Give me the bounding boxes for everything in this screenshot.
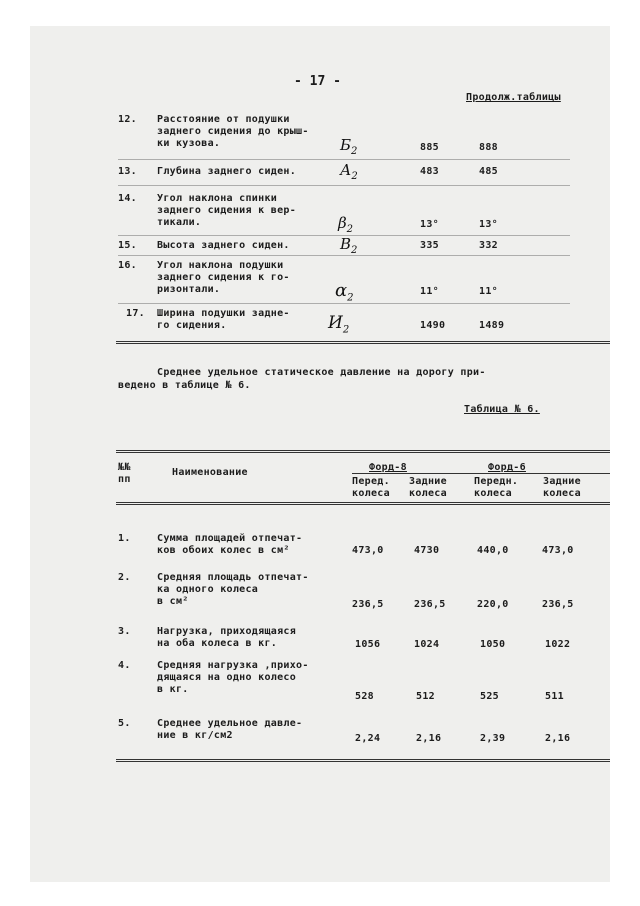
value-ford8: 1490 (420, 320, 446, 331)
row-symbol: $Б_2$ (340, 136, 358, 157)
continuation-label: Продолж.таблицы (466, 92, 561, 103)
value-ford6: 332 (479, 240, 498, 251)
row-label-line: в кг. (157, 684, 189, 695)
value-cell: 236,5 (542, 599, 574, 610)
row-label-line: Расстояние от подушки (157, 114, 290, 125)
row-label-line: Высота заднего сиден. (157, 240, 290, 251)
row-label-line: Средняя площадь отпечат- (157, 572, 309, 583)
row-divider (118, 159, 570, 160)
header-sub: колеса (352, 488, 390, 499)
row-symbol: $\beta_2$ (338, 214, 354, 235)
value-cell: 473,0 (542, 545, 574, 556)
row-symbol: $\alpha_2$ (335, 280, 354, 304)
header-sub: колеса (409, 488, 447, 499)
value-cell: 525 (480, 691, 499, 702)
row-symbol: $И_2$ (328, 313, 350, 336)
row-label-line: заднего сидения к го- (157, 272, 290, 283)
value-ford6: 11° (479, 286, 498, 297)
row-label-line: на оба колеса в кг. (157, 638, 278, 649)
row-label-line: заднего сидения к вер- (157, 205, 297, 216)
header-group-ford8: Форд-8 (369, 462, 407, 473)
header-sub: колеса (474, 488, 512, 499)
row-label-line: го сидения. (157, 320, 227, 331)
row-number: 3. (118, 626, 131, 637)
row-symbol: $А_2$ (340, 161, 358, 182)
value-ford8: 13° (420, 219, 439, 230)
table-6-top-rule (116, 450, 610, 453)
header-group-ford6: Форд-6 (488, 462, 526, 473)
value-cell: 2,16 (416, 733, 442, 744)
value-cell: 512 (416, 691, 435, 702)
header-sub: Передн. (474, 476, 519, 487)
row-label-line: Угол наклона спинки (157, 193, 278, 204)
row-number: 5. (118, 718, 131, 729)
value-cell: 236,5 (414, 599, 446, 610)
value-ford8: 11° (420, 286, 439, 297)
value-cell: 440,0 (477, 545, 509, 556)
value-ford8: 885 (420, 142, 439, 153)
row-label-line: Среднее удельное давле- (157, 718, 303, 729)
row-divider (118, 303, 570, 304)
row-label-line: ние в кг/см2 (157, 730, 233, 741)
value-cell: 1024 (414, 639, 440, 650)
row-label-line: Ширина подушки задне- (157, 308, 290, 319)
header-sub: Задние (543, 476, 581, 487)
row-number: 14. (118, 193, 137, 204)
table-1-bottom-rule (116, 341, 610, 344)
row-number: 2. (118, 572, 131, 583)
header-number: №№ (118, 462, 131, 473)
row-number: 15. (118, 240, 137, 251)
header-group-underline (352, 473, 610, 474)
value-cell: 2,24 (355, 733, 381, 744)
value-ford6: 888 (479, 142, 498, 153)
header-sub: колеса (543, 488, 581, 499)
value-cell: 511 (545, 691, 564, 702)
paragraph-line: ведено в таблице № 6. (118, 380, 251, 391)
row-label-line: ков обоих колес в см² (157, 545, 290, 556)
row-label-line: ка одного колеса (157, 584, 259, 595)
row-number: 16. (118, 260, 137, 271)
value-cell: 1056 (355, 639, 381, 650)
value-ford6: 13° (479, 219, 498, 230)
table-6-bottom-rule (116, 759, 610, 762)
value-cell: 473,0 (352, 545, 384, 556)
row-number: 1. (118, 533, 131, 544)
value-cell: 236,5 (352, 599, 384, 610)
value-cell: 2,39 (480, 733, 506, 744)
header-name: Наименование (172, 467, 248, 478)
row-label-line: в см² (157, 596, 189, 607)
row-divider (118, 255, 570, 256)
row-label-line: Нагрузка, приходящаяся (157, 626, 297, 637)
value-cell: 2,16 (545, 733, 571, 744)
value-cell: 528 (355, 691, 374, 702)
row-symbol: $В_2$ (340, 235, 358, 256)
row-label-line: заднего сидения до крыш- (157, 126, 309, 137)
row-number: 12. (118, 114, 137, 125)
row-divider (118, 185, 570, 186)
paragraph-line: Среднее удельное статическое давление на дорогу при- (157, 367, 486, 378)
row-label-line: Глубина заднего сиден. (157, 166, 297, 177)
value-cell: 1022 (545, 639, 571, 650)
row-number: 4. (118, 660, 131, 671)
row-label-line: Сумма площадей отпечат- (157, 533, 303, 544)
row-label-line: Средняя нагрузка ,прихо- (157, 660, 309, 671)
page-number: - 17 - (294, 74, 341, 89)
row-label-line: ризонтали. (157, 284, 221, 295)
row-label-line: Угол наклона подушки (157, 260, 284, 271)
value-cell: 1050 (480, 639, 506, 650)
value-ford6: 485 (479, 166, 498, 177)
row-number: 13. (118, 166, 137, 177)
row-number: 17. (126, 308, 145, 319)
row-label-line: тикали. (157, 217, 202, 228)
value-cell: 220,0 (477, 599, 509, 610)
table-6-title: Таблица № 6. (464, 404, 540, 415)
value-cell: 4730 (414, 545, 440, 556)
header-number: пп (118, 474, 131, 485)
header-sub: Перед. (352, 476, 390, 487)
value-ford8: 483 (420, 166, 439, 177)
row-label-line: дящаяся на одно колесо (157, 672, 297, 683)
header-sub: Задние (409, 476, 447, 487)
table-6-header-rule (116, 502, 610, 505)
document-page (30, 26, 610, 882)
value-ford8: 335 (420, 240, 439, 251)
row-label-line: ки кузова. (157, 138, 221, 149)
value-ford6: 1489 (479, 320, 505, 331)
